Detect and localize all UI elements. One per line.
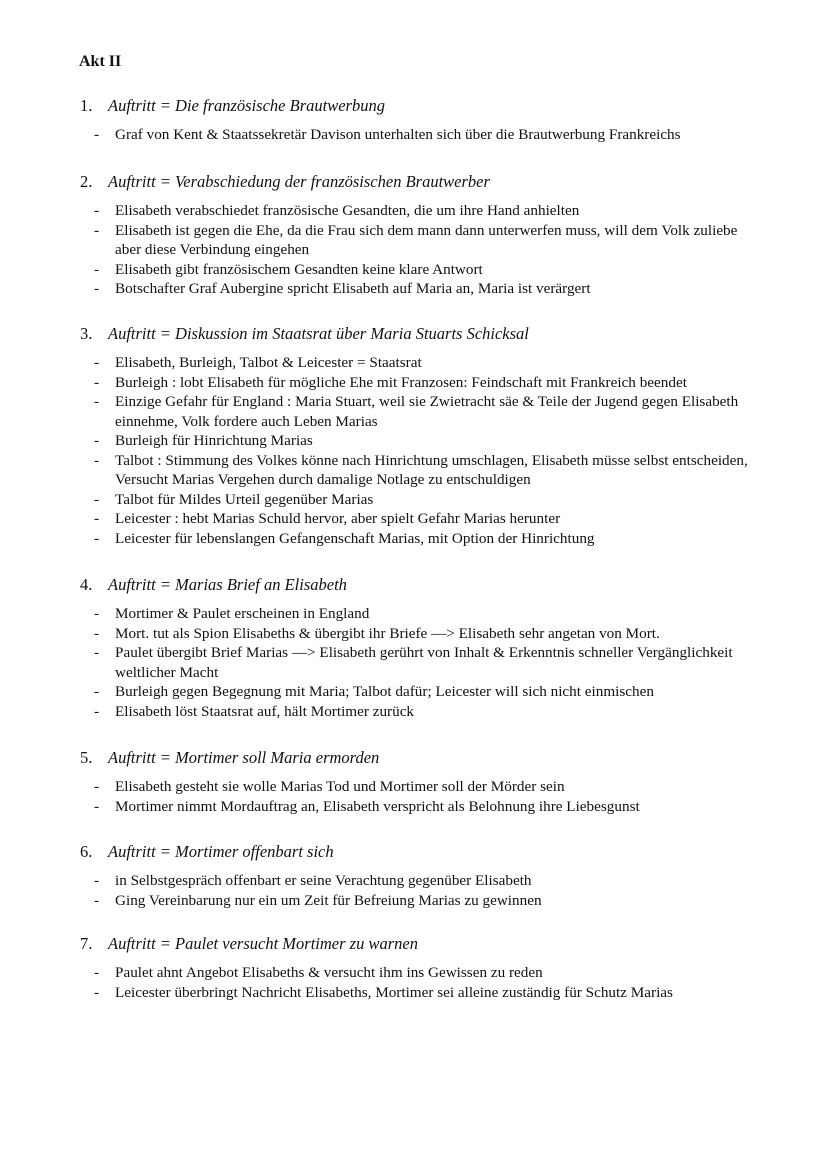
bullet-text: Leicester : hebt Marias Schuld hervor, aber spielt Gefahr Marias herunter	[115, 510, 561, 527]
dash-marker: -	[94, 490, 100, 508]
bullet-item	[0, 353, 755, 373]
dash-marker: -	[94, 872, 100, 889]
bullet-text: Botschafter Graf Aubergine spricht Elisabeth auf Maria an, Maria ist verärgert	[115, 280, 591, 297]
bullet-item	[0, 451, 755, 490]
bullet-text: Paulet übergibt Brief Marias —> Elisabeth gerührt von Inhalt & Erkenntnis schneller Vergänglichkeit weltlicher Macht	[115, 644, 733, 681]
scene-heading	[80, 172, 490, 192]
bullet-text: Elisabeth löst Staatsrat auf, hält Mortimer zurück	[115, 702, 415, 720]
bullet-text: in Selbstgespräch offenbart er seine Verachtung gegenüber Elisabeth	[115, 872, 532, 889]
bullet-text: Ging Vereinbarung nur ein um Zeit für Befreiung Marias zu gewinnen	[115, 891, 542, 909]
bullet-item	[0, 702, 755, 722]
scene-heading	[80, 842, 334, 862]
scene-number: 7.	[80, 934, 93, 953]
dash-marker: -	[94, 529, 100, 547]
bullet-list	[0, 201, 828, 299]
scene-number: 2.	[80, 172, 93, 191]
dash-marker: -	[94, 891, 100, 909]
scene-heading	[80, 748, 379, 768]
bullet-item	[0, 221, 755, 260]
bullet-item	[0, 125, 755, 145]
bullet-item	[0, 643, 755, 682]
scene-title: Auftritt = Mortimer offenbart sich	[108, 842, 334, 861]
dash-marker: -	[94, 432, 100, 449]
bullet-text: Graf von Kent & Staatssekretär Davison unterhalten sich über die Brautwerbung Frankreichs	[115, 126, 681, 143]
scene-number: 4.	[80, 575, 93, 594]
bullet-text: Burleigh : lobt Elisabeth für mögliche Ehe mit Franzosen: Feindschaft mit Frankreich beendet	[115, 373, 687, 391]
scene-title: Auftritt = Marias Brief an Elisabeth	[108, 575, 347, 594]
bullet-item	[0, 983, 755, 1003]
bullet-text: Elisabeth gibt französischem Gesandten keine klare Antwort	[115, 260, 483, 278]
bullet-text: Burleigh gegen Begegnung mit Maria; Talbot dafür; Leicester will sich nicht einmischen	[115, 683, 654, 700]
bullet-item	[0, 604, 755, 624]
bullet-list	[0, 871, 828, 910]
dash-marker: -	[94, 964, 100, 981]
dash-marker: -	[94, 126, 100, 143]
bullet-text: Mortimer nimmt Mordauftrag an, Elisabeth verspricht als Belohnung ihre Liebesgunst	[115, 797, 640, 815]
scene-number: 6.	[80, 842, 93, 861]
bullet-text: Einzige Gefahr für England : Maria Stuart, weil sie Zwietracht säe & Teile der Jugend gegen Elisabeth einnehme, Volk fordere auch Leben Marias	[115, 393, 739, 430]
bullet-text: Mortimer & Paulet erscheinen in England	[115, 605, 370, 622]
bullet-text: Elisabeth gesteht sie wolle Marias Tod und Mortimer soll der Mörder sein	[115, 778, 565, 795]
bullet-item	[0, 373, 755, 393]
bullet-text: Talbot : Stimmung des Volkes könne nach Hinrichtung umschlagen, Elisabeth müsse selbst entscheiden, Versucht Marias Vergehen durch damalige Notlage zu entschuldigen	[115, 451, 748, 488]
bullet-item	[0, 279, 755, 299]
dash-marker: -	[94, 373, 100, 391]
bullet-item	[0, 624, 755, 644]
dash-marker: -	[94, 702, 100, 720]
bullet-text: Talbot für Mildes Urteil gegenüber Marias	[115, 490, 374, 508]
dash-marker: -	[94, 644, 100, 661]
bullet-text: Elisabeth ist gegen die Ehe, da die Frau sich dem mann dann unterwerfen muss, will dem Volk zuliebe aber diese Verbindung eingehen	[115, 221, 738, 258]
bullet-text: Leicester für lebenslangen Gefangenschaft Marias, mit Option der Hinrichtung	[115, 529, 595, 547]
scene-title: Auftritt = Mortimer soll Maria ermorden	[108, 748, 380, 767]
dash-marker: -	[94, 510, 100, 527]
dash-marker: -	[94, 354, 100, 371]
bullet-text: Elisabeth, Burleigh, Talbot & Leicester = Staatsrat	[115, 354, 422, 371]
act-title: Akt II	[79, 53, 122, 70]
scene-heading	[80, 96, 385, 116]
dash-marker: -	[94, 624, 100, 642]
dash-marker: -	[94, 260, 100, 278]
bullet-item	[0, 871, 755, 891]
scene-heading	[80, 324, 529, 344]
dash-marker: -	[94, 280, 100, 297]
scene-heading	[80, 934, 418, 954]
scene-number: 5.	[80, 748, 93, 767]
bullet-text: Elisabeth verabschiedet französische Gesandten, die um ihre Hand anhielten	[115, 202, 580, 219]
bullet-item	[0, 490, 755, 510]
bullet-text: Mort. tut als Spion Elisabeths & übergibt ihr Briefe —> Elisabeth sehr angetan von Mort.	[115, 624, 660, 642]
bullet-item	[0, 529, 755, 549]
bullet-text: Paulet ahnt Angebot Elisabeths & versucht ihm ins Gewissen zu reden	[115, 964, 543, 981]
bullet-item	[0, 431, 755, 451]
scene-title: Auftritt = Die französische Brautwerbung	[108, 96, 385, 115]
bullet-list	[0, 963, 828, 1002]
bullet-item	[0, 777, 755, 797]
bullet-list	[0, 777, 828, 816]
dash-marker: -	[94, 202, 100, 219]
dash-marker: -	[94, 797, 100, 815]
bullet-item	[0, 797, 755, 817]
bullet-list	[0, 125, 828, 145]
bullet-item	[0, 891, 755, 911]
dash-marker: -	[94, 393, 100, 410]
dash-marker: -	[94, 221, 100, 239]
dash-marker: -	[94, 683, 100, 700]
dash-marker: -	[94, 778, 100, 795]
bullet-text: Burleigh für Hinrichtung Marias	[115, 432, 313, 449]
bullet-text: Leicester überbringt Nachricht Elisabeths, Mortimer sei alleine zuständig für Schutz Marias	[115, 983, 673, 1001]
bullet-list	[0, 353, 828, 548]
bullet-item	[0, 201, 755, 221]
bullet-list	[0, 604, 828, 721]
bullet-item	[0, 682, 755, 702]
bullet-item	[0, 963, 755, 983]
bullet-item	[0, 509, 755, 529]
dash-marker: -	[94, 605, 100, 622]
scene-number: 1.	[80, 96, 93, 115]
scene-title: Auftritt = Paulet versucht Mortimer zu warnen	[108, 934, 418, 953]
scene-number: 3.	[80, 324, 93, 343]
bullet-item	[0, 392, 755, 431]
dash-marker: -	[94, 983, 100, 1001]
scene-heading	[80, 575, 347, 595]
scene-title: Auftritt = Verabschiedung der französischen Brautwerber	[108, 172, 490, 191]
dash-marker: -	[94, 451, 100, 469]
bullet-item	[0, 260, 755, 280]
scene-title: Auftritt = Diskussion im Staatsrat über Maria Stuarts Schicksal	[108, 324, 529, 343]
